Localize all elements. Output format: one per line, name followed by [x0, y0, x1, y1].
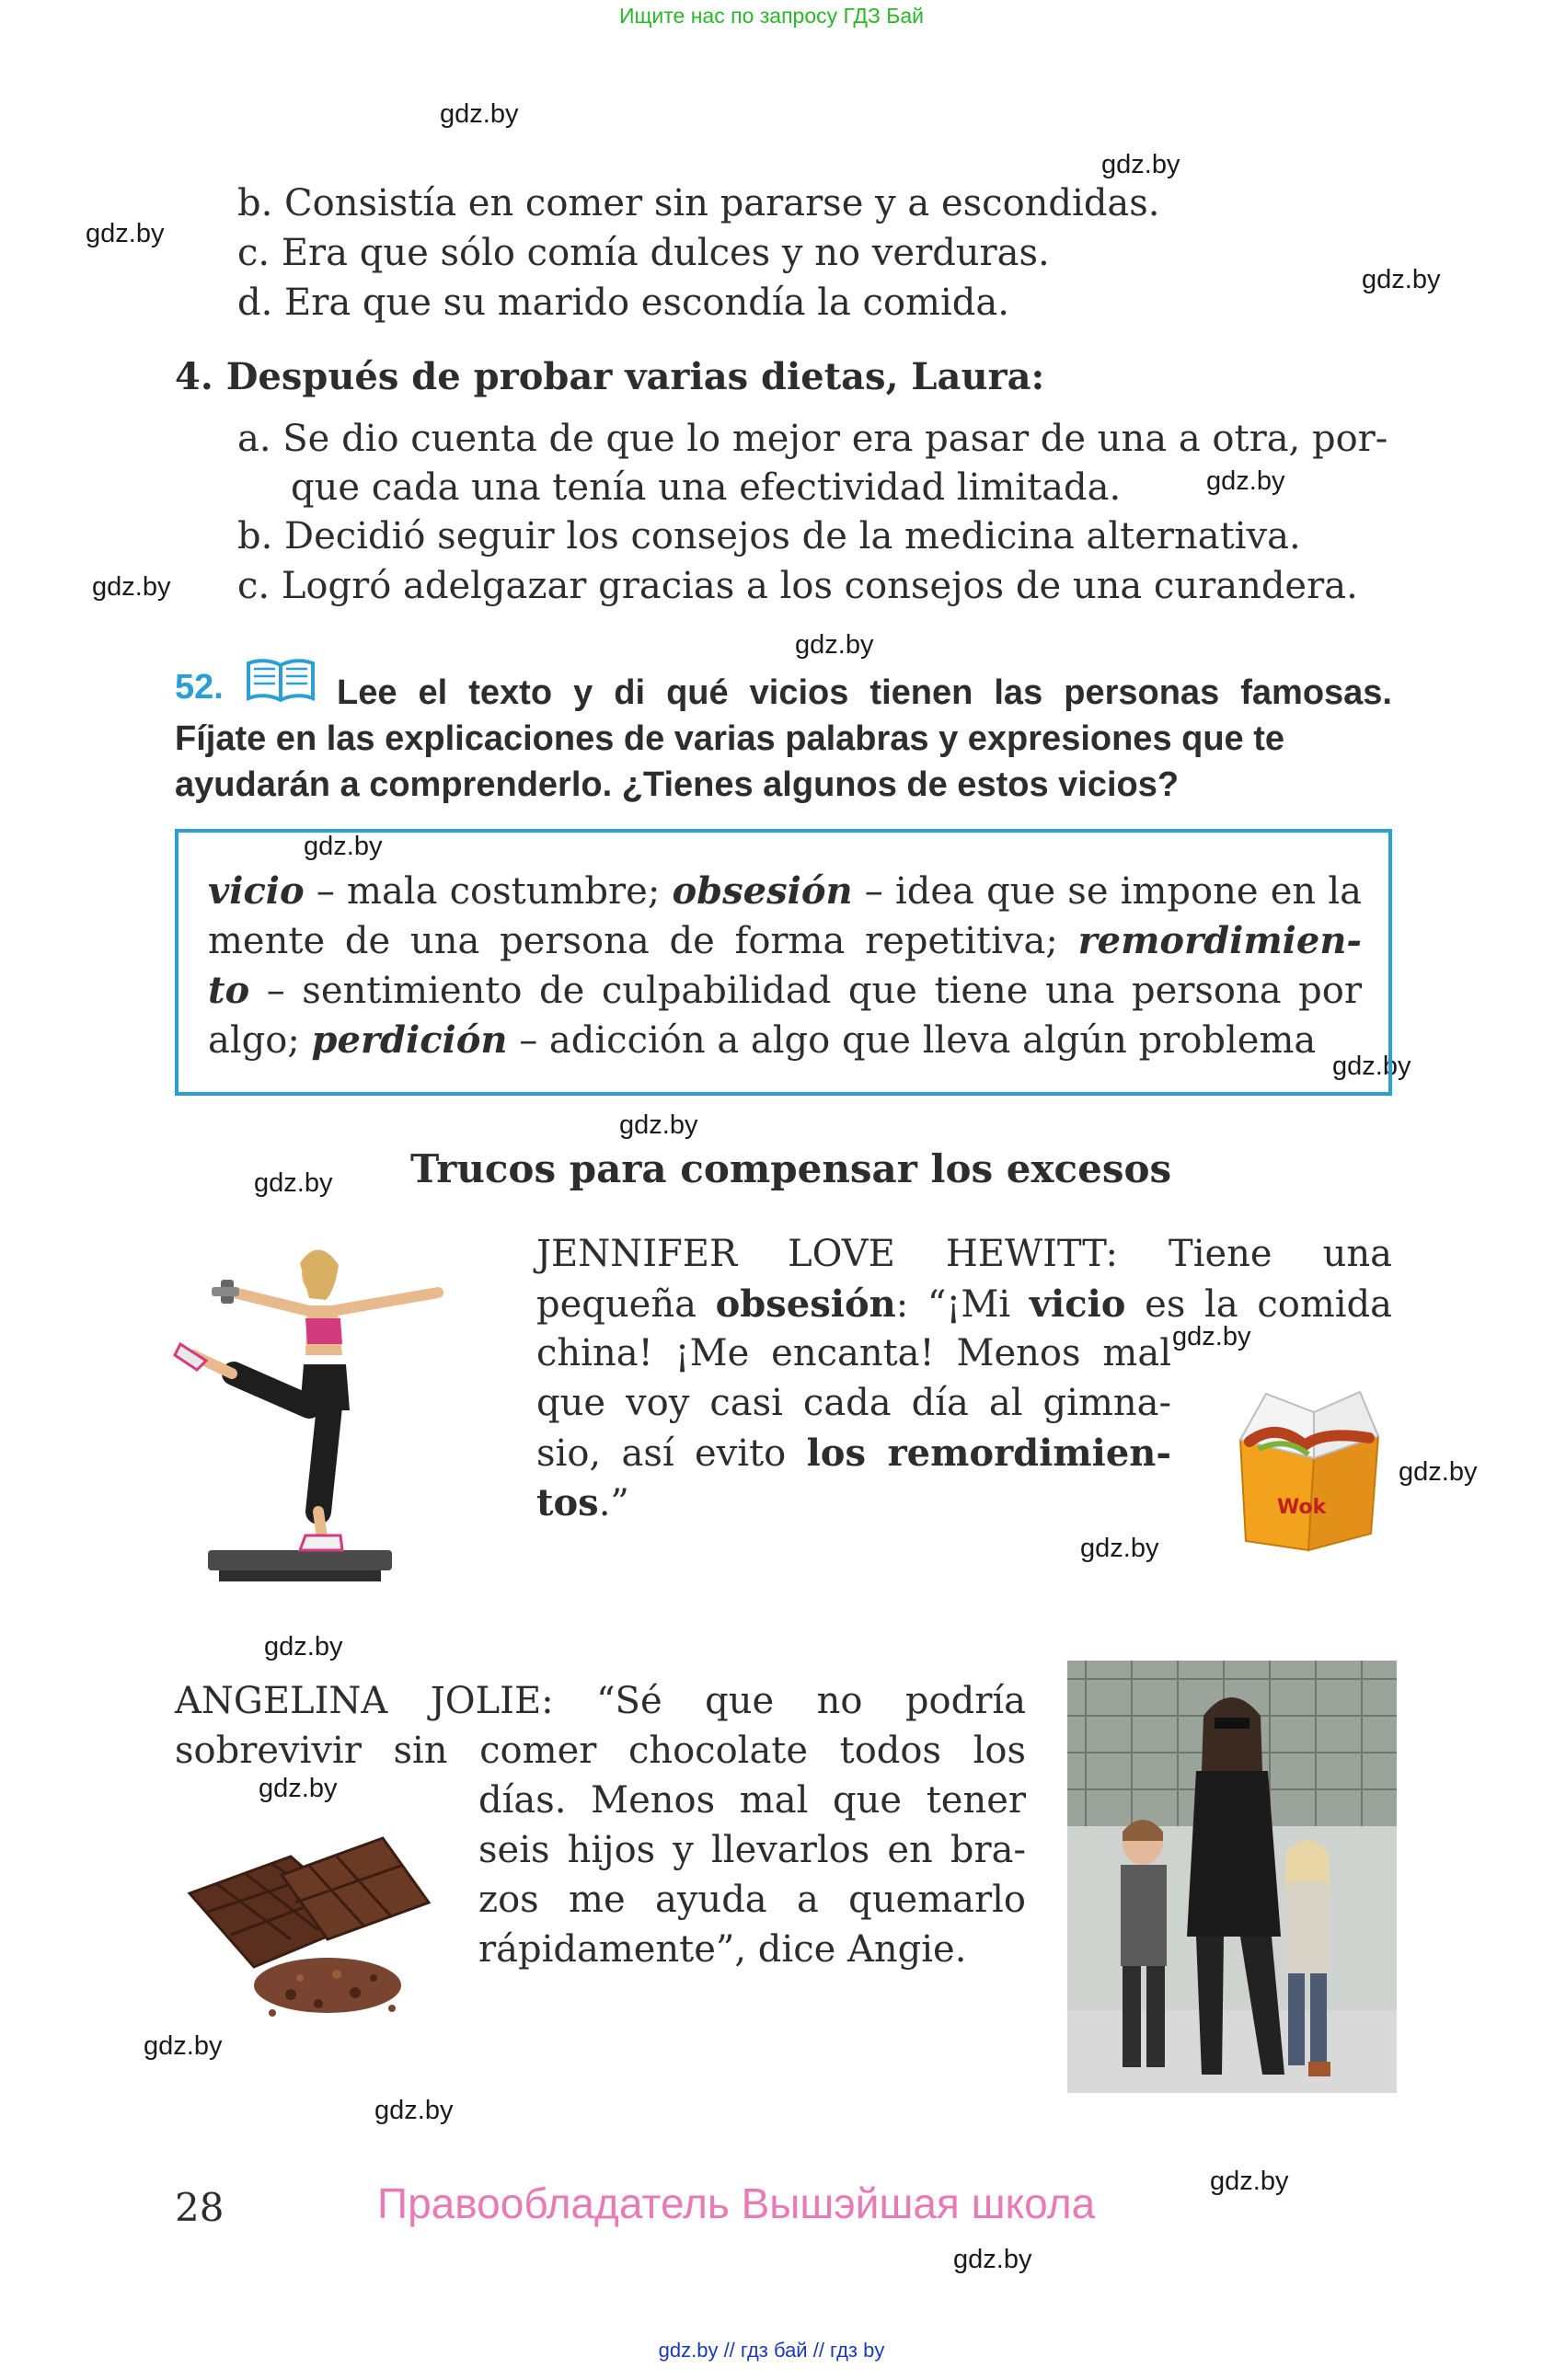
- angelina-line-3: días. Menos mal que tener: [478, 1779, 1026, 1822]
- watermark: gdz.by: [1080, 1534, 1159, 1563]
- exercise-instruction-line1: Lee el texto y di qué vicios tienen las personas famosas.: [337, 673, 1392, 712]
- glossary-line-3: to – sentimiento de culpabilidad que tiene una persona por: [208, 969, 1362, 1012]
- glossary-line-1: vicio – mala costumbre; obsesión – idea que se impone en la: [208, 869, 1362, 913]
- angelina-line-6: rápidamente”, dice Angie.: [478, 1928, 967, 1971]
- q4-option-c: c. Logró adelgazar gracias a los consejos de una curandera.: [237, 565, 1358, 607]
- jennifer-line-1: JENNIFER LOVE HEWITT: Tiene una: [536, 1233, 1392, 1275]
- watermark: gdz.by: [264, 1632, 343, 1661]
- q4-option-a: a. Se dio cuenta de que lo mejor era pasar de una a otra, por-: [237, 418, 1388, 460]
- watermark: gdz.by: [1172, 1322, 1251, 1351]
- watermark: gdz.by: [440, 99, 519, 129]
- q4-option-b: b. Decidió seguir los consejos de la medicina alternativa.: [237, 515, 1301, 558]
- question-4-prompt: 4. Después de probar varias dietas, Laura:: [175, 355, 1045, 398]
- watermark: gdz.by: [1206, 466, 1285, 496]
- book-icon: [245, 656, 317, 707]
- watermark: gdz.by: [1101, 150, 1180, 179]
- watermark: gdz.by: [92, 572, 171, 602]
- top-banner: Ищите нас по запросу ГДЗ Бай: [618, 4, 925, 28]
- watermark: gdz.by: [1362, 265, 1441, 294]
- bottom-links[interactable]: gdz.by // гдз бай // гдз by: [658, 2339, 885, 2362]
- jennifer-line-3: china! ¡Me encanta! Menos mal: [536, 1332, 1171, 1374]
- watermark: gdz.by: [144, 2031, 223, 2061]
- q3-option-b: b. Consistía en comer sin pararse y a escondidas.: [237, 182, 1160, 224]
- watermark: gdz.by: [619, 1110, 698, 1140]
- watermark: gdz.by: [795, 630, 874, 660]
- exercise-photo: [171, 1226, 466, 1598]
- q3-option-d: d. Era que su marido escondía la comida.: [237, 282, 1009, 324]
- jennifer-line-6: tos.”: [536, 1481, 629, 1524]
- watermark: gdz.by: [1332, 1052, 1411, 1081]
- jennifer-line-5: sio, así evito los remordimien-: [536, 1431, 1171, 1475]
- exercise-instruction-line2: Fíjate en las explicaciones de varias palabras y expresiones que te: [175, 719, 1285, 758]
- copyright-holder: Правообладатель Вышэйшая школа: [377, 2179, 1096, 2227]
- article-title: Trucos para compensar los excesos: [410, 1146, 1172, 1191]
- watermark: gdz.by: [254, 1168, 333, 1198]
- chocolate-image: [180, 1820, 438, 2053]
- watermark: gdz.by: [259, 1774, 338, 1803]
- wok-label: Wok: [1277, 1496, 1327, 1519]
- glossary-line-2: mente de una persona de forma repetitiva; remordimien-: [208, 919, 1362, 962]
- wok-box-image: [1213, 1385, 1397, 1563]
- glossary-line-4: algo; perdición – adicción a algo que lleva algún problema: [208, 1018, 1317, 1062]
- family-photo: [1067, 1661, 1397, 2097]
- jennifer-line-4: que voy casi cada día al gimna-: [536, 1382, 1171, 1424]
- watermark: gdz.by: [304, 832, 383, 861]
- watermark: gdz.by: [1210, 2167, 1289, 2196]
- jennifer-line-2: pequeña obsesión: “¡Mi vicio es la comida: [536, 1282, 1393, 1326]
- page-number: 28: [175, 2185, 225, 2230]
- angelina-line-1: ANGELINA JOLIE: “Sé que no podría: [175, 1680, 1026, 1722]
- watermark: gdz.by: [953, 2245, 1032, 2274]
- q3-option-c: c. Era que sólo comía dulces y no verduras.: [237, 232, 1050, 274]
- exercise-number: 52.: [175, 668, 224, 707]
- exercise-instruction-line3: ayudarán a comprenderlo. ¿Tienes algunos de estos vicios?: [175, 765, 1180, 804]
- angelina-line-4: seis hijos y llevarlos en bra-: [478, 1829, 1026, 1871]
- watermark: gdz.by: [86, 219, 165, 248]
- q4-option-a-line2: que cada una tenía una efectividad limitada.: [291, 466, 1122, 509]
- watermark: gdz.by: [374, 2096, 454, 2125]
- angelina-line-2: sobrevivir sin comer chocolate todos los: [175, 1730, 1026, 1772]
- watermark: gdz.by: [1399, 1457, 1478, 1487]
- angelina-line-5: zos me ayuda a quemarlo: [478, 1879, 1026, 1921]
